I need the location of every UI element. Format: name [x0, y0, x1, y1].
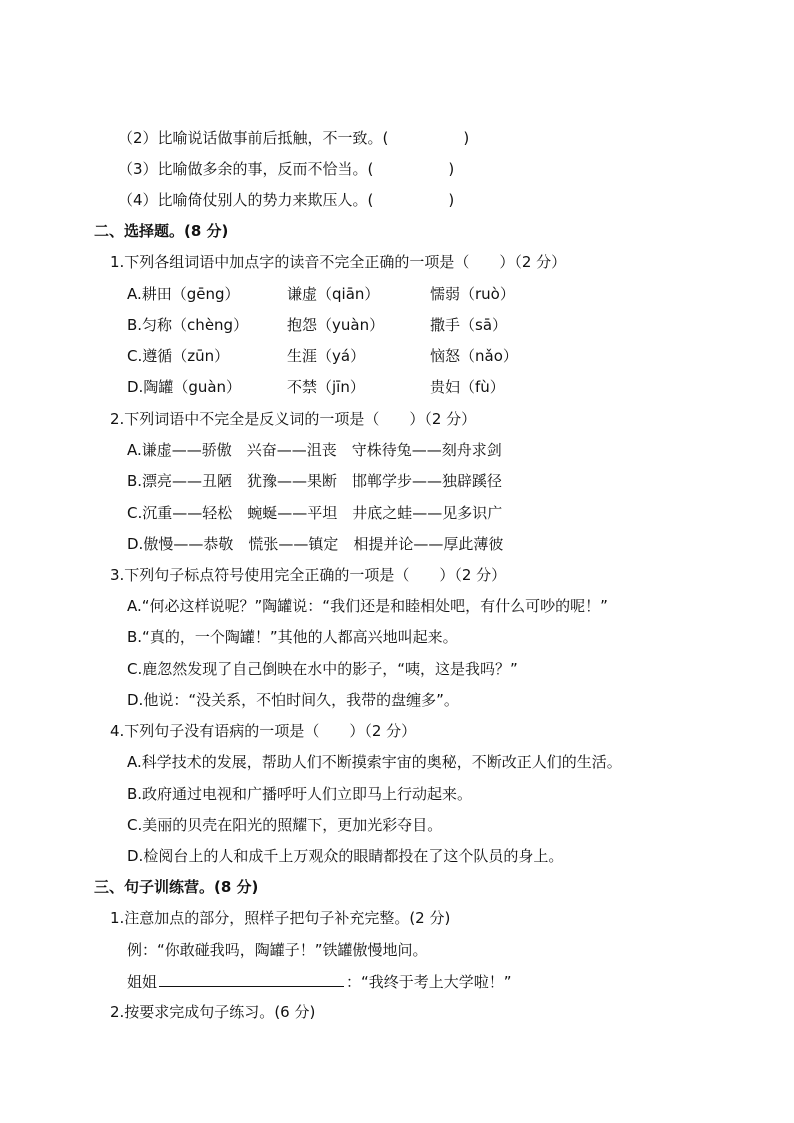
q1-option-row: [0, 346, 794, 366]
q1-option-cell: 抱怨（yuàn）: [287, 316, 385, 334]
question-2-stem: 2.下列词语中不完全是反义词的一项是（ ）（2 分）: [110, 410, 477, 428]
q3-option-b: B.“真的，一个陶罐！”其他的人都高兴地叫起来。: [127, 628, 458, 646]
idiom-item-4: （4）比喻倚仗别人的势力来欺压人。( ): [118, 191, 455, 209]
q1-option-cell: 恼怒（nǎo）: [430, 347, 518, 365]
answer-blank[interactable]: [159, 971, 344, 987]
fill-prefix: 姐姐: [127, 973, 158, 991]
q1-option-cell: 生涯（yá）: [287, 347, 366, 365]
q2-option-c: C.沉重——轻松 蜿蜒——平坦 井底之蛙——见多识广: [127, 504, 503, 522]
q2-option-b: B.漂亮——丑陋 犹豫——果断 邯郸学步——独辟蹊径: [127, 472, 503, 490]
section-2-title: 二、选择题。(8 分): [94, 222, 229, 240]
q1-option-cell: 贵妇（fù）: [430, 378, 505, 396]
q2-option-d: D.傲慢——恭敬 慌张——镇定 相提并论——厚此薄彼: [127, 535, 504, 553]
q1-option-cell: C.遵循（zūn）: [127, 347, 230, 365]
q1-option-cell: 不禁（jīn）: [287, 378, 365, 396]
idiom-item-2: （2）比喻说话做事前后抵触，不一致。( ): [118, 129, 470, 147]
section-3-title: 三、句子训练营。(8 分): [94, 878, 259, 896]
q1-option-cell: 懦弱（ruò）: [430, 285, 515, 303]
section-3-question-2-stem: 2.按要求完成句子练习。(6 分): [110, 1003, 316, 1021]
q4-option-a: A.科学技术的发展，帮助人们不断摸索宇宙的奥秘，不断改正人们的生活。: [127, 753, 622, 771]
q4-option-d: D.检阅台上的人和成千上万观众的眼睛都投在了这个队员的身上。: [127, 847, 564, 865]
fill-suffix: ：“我终于考上大学啦！”: [346, 973, 512, 991]
q1-option-row: [0, 284, 794, 304]
q1-option-cell: D.陶罐（guàn）: [127, 378, 242, 396]
question-3-stem: 3.下列句子标点符号使用完全正确的一项是（ ）（2 分）: [110, 566, 507, 584]
question-1-stem: 1.下列各组词语中加点字的读音不完全正确的一项是（ ）（2 分）: [110, 253, 567, 271]
q1-option-cell: B.匀称（chèng）: [127, 316, 249, 334]
fill-in-sentence: [127, 971, 512, 991]
q3-option-a: A.“何必这样说呢？”陶罐说：“我们还是和睦相处吧，有什么可吵的呢！”: [127, 597, 608, 615]
q1-option-row: [0, 315, 794, 335]
q3-option-d: D.他说：“没关系，不怕时间久，我带的盘缠多”。: [127, 691, 459, 709]
q1-option-cell: 谦虚（qiān）: [287, 285, 380, 303]
question-4-stem: 4.下列句子没有语病的一项是（ ）（2 分）: [110, 722, 417, 740]
q1-option-cell: 撒手（sā）: [430, 316, 508, 334]
q3-option-c: C.鹿忽然发现了自己倒映在水中的影子，“咦，这是我吗？”: [127, 660, 518, 678]
q4-option-c: C.美丽的贝壳在阳光的照耀下，更加光彩夺目。: [127, 816, 443, 834]
section-3-question-1-stem: 1.注意加点的部分，照样子把句子补充完整。(2 分): [110, 909, 451, 927]
q1-option-row: [0, 377, 794, 397]
q4-option-b: B.政府通过电视和广播呼吁人们立即马上行动起来。: [127, 785, 473, 803]
example-sentence: 例：“你敢碰我吗，陶罐子！”铁罐傲慢地问。: [127, 941, 428, 959]
idiom-item-3: （3）比喻做多余的事，反而不恰当。( ): [118, 160, 455, 178]
q1-option-cell: A.耕田（gēng）: [127, 285, 240, 303]
q2-option-a: A.谦虚——骄傲 兴奋——沮丧 守株待兔——刻舟求剑: [127, 441, 502, 459]
